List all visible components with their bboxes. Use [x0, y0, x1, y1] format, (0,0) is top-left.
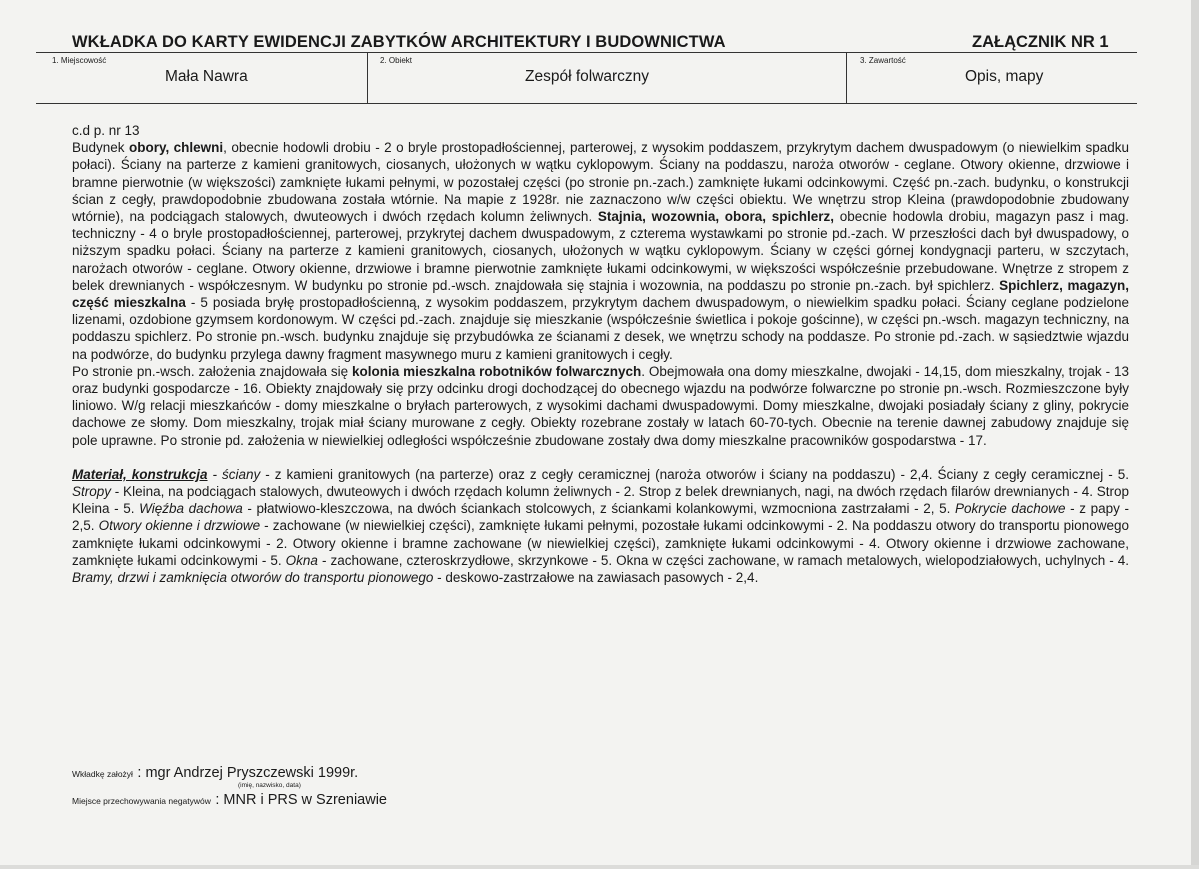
author-value: : mgr Andrzej Pryszczewski 1999r. [137, 765, 359, 781]
field-divider-2 [846, 52, 847, 103]
section-heading-materials: Materiał, konstrukcja [72, 466, 208, 482]
document-body [72, 122, 1129, 586]
storage-value: : MNR i PRS w Szreniawie [215, 792, 387, 808]
storage-label: Miejsce przechowywania negatywów [72, 796, 211, 806]
continuation-note: c.d p. nr 13 [72, 123, 140, 138]
building-name: obory, chlewni [128, 140, 224, 156]
paragraph-colony: Po stronie pn.-wsch. założenia znajdowała się kolonia mieszkalna robotników folwarcznych. Obejmowała ona domy mieszkalne, dwojaki - 14,15, dom mieszkalny, trojak - 13 oraz budynki gospodarcze - 16. Obiekty znajdowały się przy odcinku drogi dochodzącej do obecnego wjazdu na podwórze folwarczne po stronie pn.-wsch. Rozmieszczone były liniowo. W/g relacji mieszkańców - domy mieszkalne o bryłach parterowych, z wysokimi dachami dwuspadowymi. Domy mieszkalne, dwojaki posiadały ściany z gliny, pokrycie dachowe ze słomy. Dom mieszkalny, trojak miał ściany murowane z cegły. Obiekty rozebrane zostały w latach 60-70-tych. Obecnie na terenie dawnej zabudowy znajduje się pole uprawne. Po stronie pd. założenia w niewielkiej odległości współcześnie zbudowane zostały dwa domy mieszkalne pracowników gospodarstwa - 17. [72, 363, 1129, 448]
field-label-object: 2. Obiekt [380, 56, 413, 65]
building-name: Spichlerz, magazyn, część mieszkalna [72, 277, 1129, 311]
building-name: Stajnia, wozownia, obora, spichlerz, [597, 209, 834, 225]
footer-storage [72, 791, 387, 809]
header-bottom-rule [36, 103, 1137, 104]
author-note: (imię, nazwisko, data) [238, 782, 301, 789]
field-label-content: 3. Zawartość [860, 56, 906, 65]
colony-name: kolonia mieszkalna robotników folwarcznych [352, 363, 642, 379]
paragraph-materials: Materiał, konstrukcja - ściany - z kamieni granitowych (na parterze) oraz z cegły ceramicznej (naroża otworów i ściany na poddaszu) - 2,4. Ściany z cegły ceramicznej - 5. Stropy - Kleina, na podciągach stalowych, dwuteowych i dwóch rzędach kolumn żeliwnych - 2. Strop z belek drewnianych, nagi, na dwóch rzędach filarów drewnianych - 4. Strop Kleina - 5. Więźba dachowa - płatwiowo-kleszczowa, na dwóch ściankach stolcowych, z ściankami kolankowymi, wzmocniona zastrzałami - 2, 5. Pokrycie dachowe - z papy - 2,5. Otwory okienne i drzwiowe - zachowane (w niewielkiej części), zamknięte łukami pełnymi, pozostałe łukami odcinkowymi - 2. Na poddaszu otwory do transportu pionowego zamknięte łukami odcinkowymi - 2. Otwory okienne i bramne zachowane (w niewielkiej części), zamknięte łukami odcinkowymi - 4. Otwory okienne i drzwiowe zachowane, zamknięte łukami odcinkowymi - 5. Okna - zachowane, czteroskrzydłowe, skrzynkowe - 5. Okna w części zachowane, w ramach metalowych, wielopodziałowych, uchylnych - 4. Bramy, drzwi i zamknięcia otworów do transportu pionowego - deskowo-zastrzałowe na zawiasach pasowych - 2,4. [72, 466, 1130, 586]
paragraph-buildings: Budynek obory, chlewni, obecnie hodowli drobiu - 2 o bryle prostopadłościennej, parterowej, z wysokim poddaszem, przykrytym dachem dwuspadowym (o niewielkim spadku połaci). Ściany na parterze z kamieni granitowych, ciosanych, ułożonych w wątku cyklopowym. Ściany na poddaszu, naroża otworów - ceglane. Otwory okienne, drzwiowe i bramne pierwotnie (w większości) zamknięte łukami pełnymi, w pozostałej części (po stronie pn.-zach.) zamknięte łukami odcinkowymi. Część pn.-zach. budynku, o konstrukcji ścian z cegły, prawdopodobnie zbudowana została wtórnie. Na mapie z 1928r. nie zaznaczono w/w części obiektu. We wnętrzu strop Kleina (prawdopodobnie zbudowany wtórnie), na podciągach stalowych, dwuteowych i dwóch rzędach kolumn żeliwnych. Stajnia, wozownia, obora, spichlerz, obecnie hodowla drobiu, magazyn pasz i mag. techniczny - 4 o bryle prostopadłościennej, parterowej, przykrytej dachem dwuspadowym, z czterema wystawkami po stronie pd.-zach. W przeszłości dach był dwuspadowy, o niższym spadku połaci. Ściany na parterze z kamieni granitowych, ciosanych, ułożonych w wątku cyklopowym. Ściany w części górnej kondygnacji parteru, w szczytach, narożach otworów - ceglane. Otwory okienne, drzwiowe i bramne pierwotnie zamknięte łukami odcinkowymi, w większości współcześnie przebudowane. Wnętrze z stropem z belek drewnianych - współczesnym. W budynku po stronie pd.-wsch. znajdowała się stajnia i wozownia, na poddaszu po stronie pn.-zach. był spichlerz. Spichlerz, magazyn, część mieszkalna - 5 posiada bryłę prostopadłościenną, z wysokim poddaszem, przykrytym dachem dwuspadowym, o niewielkim spadku połaci. Ściany ceglane podzielone lizenami, ozdobione gzymsem kordonowym. W części pd.-zach. znajduje się mieszkanie (współcześnie świetlica i pokoje gościnne), w części pn.-wsch. magazyn techniczny, na poddaszu spichlerz. Po stronie pn.-wsch. budynku znajduje się przybudówka ze ścianami z desek, we wnętrzu schody na poddasze. Po stronie pd.-zach. w sąsiedztwie wjazdu na podwórze, do budynku przylega dawny fragment masywnego muru z kamieni granitowych i cegły. [72, 140, 1129, 362]
scan-edge-bottom [0, 865, 1199, 869]
author-label: Wkładkę założył [72, 769, 133, 779]
header-top-rule [36, 52, 1137, 53]
field-label-locality: 1. Miejscowość [52, 56, 107, 65]
field-value-object: Zespół folwarczny [525, 68, 650, 85]
footer-author [72, 764, 358, 782]
scan-edge-right [1191, 0, 1199, 869]
annex-number: ZAŁĄCZNIK NR 1 [972, 33, 1109, 51]
field-value-content: Opis, mapy [965, 68, 1044, 85]
field-divider-1 [367, 52, 368, 103]
field-value-locality: Mała Nawra [165, 68, 248, 85]
form-title: WKŁADKA DO KARTY EWIDENCJI ZABYTKÓW ARCHITEKTURY I BUDOWNICTWA [72, 33, 726, 51]
